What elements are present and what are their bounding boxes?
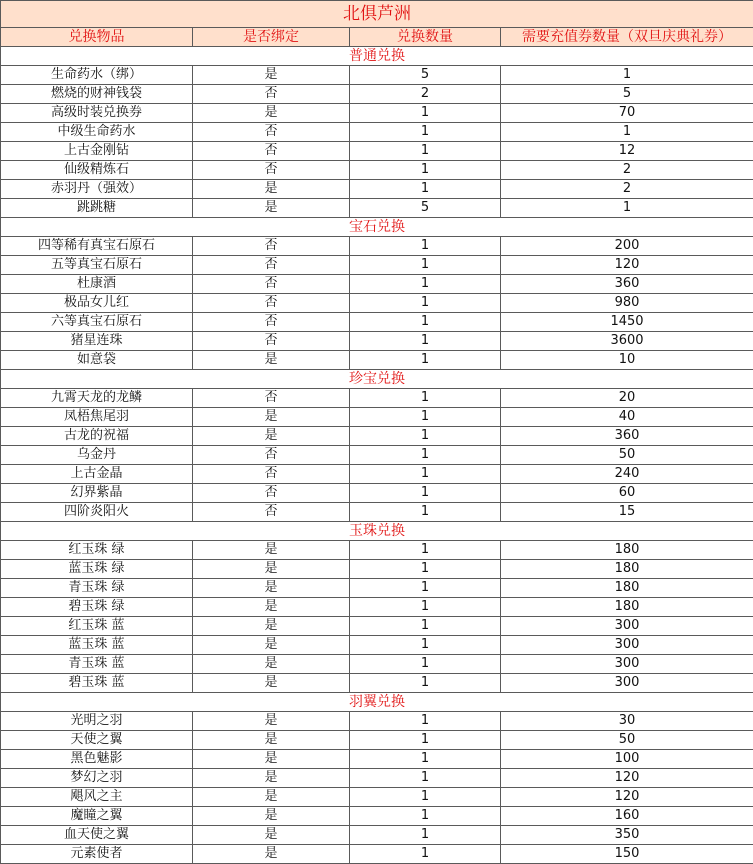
- table-row: [1, 389, 753, 408]
- quantity-cell: 1: [350, 598, 501, 617]
- item-name-cell: 碧玉珠 绿: [1, 598, 193, 617]
- item-name-cell: 中级生命药水: [1, 123, 193, 142]
- section-title: 羽翼兑换: [1, 693, 753, 712]
- table-row: [1, 351, 753, 370]
- item-name-cell: 凤梧焦尾羽: [1, 408, 193, 427]
- table-row: [1, 655, 753, 674]
- quantity-cell: 1: [350, 180, 501, 199]
- item-name-cell: 生命药水（绑）: [1, 66, 193, 85]
- voucher-cell: 300: [501, 636, 753, 655]
- quantity-cell: 1: [350, 237, 501, 256]
- bound-cell: 是: [193, 427, 350, 446]
- table-row: [1, 66, 753, 85]
- item-name-cell: 乌金丹: [1, 446, 193, 465]
- bound-cell: 是: [193, 788, 350, 807]
- quantity-cell: 1: [350, 446, 501, 465]
- table-row: [1, 199, 753, 218]
- header-row: [1, 28, 753, 47]
- bound-cell: 是: [193, 655, 350, 674]
- header-vouchers: 需要充值券数量（双旦庆典礼券）: [501, 28, 753, 47]
- voucher-cell: 100: [501, 750, 753, 769]
- voucher-cell: 360: [501, 427, 753, 446]
- header-quantity: 兑换数量: [350, 28, 501, 47]
- voucher-cell: 120: [501, 256, 753, 275]
- voucher-cell: 150: [501, 845, 753, 864]
- item-name-cell: 如意袋: [1, 351, 193, 370]
- voucher-cell: 180: [501, 579, 753, 598]
- voucher-cell: 50: [501, 731, 753, 750]
- quantity-cell: 1: [350, 579, 501, 598]
- quantity-cell: 1: [350, 465, 501, 484]
- item-name-cell: 光明之羽: [1, 712, 193, 731]
- table-row: [1, 674, 753, 693]
- bound-cell: 是: [193, 769, 350, 788]
- bound-cell: 否: [193, 484, 350, 503]
- bound-cell: 是: [193, 674, 350, 693]
- quantity-cell: 1: [350, 750, 501, 769]
- quantity-cell: 1: [350, 104, 501, 123]
- quantity-cell: 1: [350, 256, 501, 275]
- table-row: [1, 332, 753, 351]
- table-row: [1, 712, 753, 731]
- table-row: [1, 104, 753, 123]
- voucher-cell: 30: [501, 712, 753, 731]
- item-name-cell: 红玉珠 蓝: [1, 617, 193, 636]
- quantity-cell: 1: [350, 636, 501, 655]
- section-row: [1, 693, 753, 712]
- quantity-cell: 1: [350, 408, 501, 427]
- bound-cell: 否: [193, 275, 350, 294]
- table-row: [1, 161, 753, 180]
- table-row: [1, 85, 753, 104]
- section-title: 玉珠兑换: [1, 522, 753, 541]
- bound-cell: 是: [193, 598, 350, 617]
- item-name-cell: 上古金刚钻: [1, 142, 193, 161]
- voucher-cell: 70: [501, 104, 753, 123]
- section-row: [1, 47, 753, 66]
- bound-cell: 否: [193, 161, 350, 180]
- bound-cell: 是: [193, 180, 350, 199]
- quantity-cell: 1: [350, 123, 501, 142]
- quantity-cell: 1: [350, 712, 501, 731]
- item-name-cell: 血天使之翼: [1, 826, 193, 845]
- bound-cell: 是: [193, 66, 350, 85]
- bound-cell: 是: [193, 351, 350, 370]
- voucher-cell: 240: [501, 465, 753, 484]
- bound-cell: 是: [193, 712, 350, 731]
- bound-cell: 是: [193, 579, 350, 598]
- voucher-cell: 350: [501, 826, 753, 845]
- quantity-cell: 1: [350, 332, 501, 351]
- quantity-cell: 1: [350, 617, 501, 636]
- table-row: [1, 275, 753, 294]
- voucher-cell: 120: [501, 788, 753, 807]
- voucher-cell: 360: [501, 275, 753, 294]
- table-row: [1, 826, 753, 845]
- page-title: 北俱芦洲: [1, 1, 753, 28]
- header-bound: 是否绑定: [193, 28, 350, 47]
- voucher-cell: 15: [501, 503, 753, 522]
- voucher-cell: 180: [501, 560, 753, 579]
- item-name-cell: 跳跳糖: [1, 199, 193, 218]
- section-title: 珍宝兑换: [1, 370, 753, 389]
- quantity-cell: 1: [350, 845, 501, 864]
- bound-cell: 否: [193, 465, 350, 484]
- bound-cell: 否: [193, 142, 350, 161]
- table-row: [1, 807, 753, 826]
- quantity-cell: 1: [350, 484, 501, 503]
- quantity-cell: 1: [350, 826, 501, 845]
- table-row: [1, 617, 753, 636]
- quantity-cell: 1: [350, 541, 501, 560]
- quantity-cell: 1: [350, 294, 501, 313]
- bound-cell: 是: [193, 750, 350, 769]
- quantity-cell: 1: [350, 503, 501, 522]
- bound-cell: 否: [193, 123, 350, 142]
- table-row: [1, 560, 753, 579]
- item-name-cell: 天使之翼: [1, 731, 193, 750]
- quantity-cell: 1: [350, 674, 501, 693]
- bound-cell: 否: [193, 237, 350, 256]
- quantity-cell: 1: [350, 769, 501, 788]
- quantity-cell: 1: [350, 807, 501, 826]
- bound-cell: 否: [193, 503, 350, 522]
- quantity-cell: 5: [350, 66, 501, 85]
- table-row: [1, 598, 753, 617]
- item-name-cell: 古龙的祝福: [1, 427, 193, 446]
- quantity-cell: 1: [350, 313, 501, 332]
- voucher-cell: 40: [501, 408, 753, 427]
- voucher-cell: 1450: [501, 313, 753, 332]
- quantity-cell: 1: [350, 731, 501, 750]
- voucher-cell: 50: [501, 446, 753, 465]
- section-row: [1, 370, 753, 389]
- bound-cell: 是: [193, 617, 350, 636]
- item-name-cell: 猪星连珠: [1, 332, 193, 351]
- voucher-cell: 120: [501, 769, 753, 788]
- table-row: [1, 237, 753, 256]
- table-row: [1, 788, 753, 807]
- table-row: [1, 769, 753, 788]
- bound-cell: 否: [193, 85, 350, 104]
- voucher-cell: 1: [501, 123, 753, 142]
- voucher-cell: 12: [501, 142, 753, 161]
- voucher-cell: 200: [501, 237, 753, 256]
- table-row: [1, 123, 753, 142]
- table-row: [1, 256, 753, 275]
- table-row: [1, 541, 753, 560]
- table-row: [1, 579, 753, 598]
- table-row: [1, 503, 753, 522]
- item-name-cell: 飓风之主: [1, 788, 193, 807]
- table-row: [1, 446, 753, 465]
- quantity-cell: 1: [350, 142, 501, 161]
- table-row: [1, 427, 753, 446]
- item-name-cell: 碧玉珠 蓝: [1, 674, 193, 693]
- item-name-cell: 红玉珠 绿: [1, 541, 193, 560]
- section-title: 普通兑换: [1, 47, 753, 66]
- voucher-cell: 180: [501, 598, 753, 617]
- voucher-cell: 980: [501, 294, 753, 313]
- bound-cell: 是: [193, 826, 350, 845]
- voucher-cell: 300: [501, 617, 753, 636]
- voucher-cell: 300: [501, 655, 753, 674]
- table-row: [1, 731, 753, 750]
- item-name-cell: 元素使者: [1, 845, 193, 864]
- voucher-cell: 1: [501, 66, 753, 85]
- item-name-cell: 蓝玉珠 蓝: [1, 636, 193, 655]
- bound-cell: 是: [193, 807, 350, 826]
- quantity-cell: 1: [350, 788, 501, 807]
- table-row: [1, 484, 753, 503]
- quantity-cell: 1: [350, 655, 501, 674]
- table-row: [1, 465, 753, 484]
- bound-cell: 否: [193, 256, 350, 275]
- item-name-cell: 黑色魅影: [1, 750, 193, 769]
- quantity-cell: 1: [350, 161, 501, 180]
- table-row: [1, 142, 753, 161]
- voucher-cell: 1: [501, 199, 753, 218]
- quantity-cell: 1: [350, 427, 501, 446]
- item-name-cell: 上古金晶: [1, 465, 193, 484]
- voucher-cell: 2: [501, 161, 753, 180]
- bound-cell: 是: [193, 104, 350, 123]
- voucher-cell: 2: [501, 180, 753, 199]
- voucher-cell: 10: [501, 351, 753, 370]
- quantity-cell: 1: [350, 351, 501, 370]
- bound-cell: 否: [193, 294, 350, 313]
- bound-cell: 是: [193, 408, 350, 427]
- item-name-cell: 幻界紫晶: [1, 484, 193, 503]
- item-name-cell: 青玉珠 绿: [1, 579, 193, 598]
- section-row: [1, 218, 753, 237]
- bound-cell: 是: [193, 541, 350, 560]
- voucher-cell: 160: [501, 807, 753, 826]
- item-name-cell: 杜康酒: [1, 275, 193, 294]
- table-row: [1, 180, 753, 199]
- voucher-cell: 180: [501, 541, 753, 560]
- item-name-cell: 高级时装兑换券: [1, 104, 193, 123]
- bound-cell: 是: [193, 845, 350, 864]
- header-item: 兑换物品: [1, 28, 193, 47]
- section-row: [1, 522, 753, 541]
- voucher-cell: 300: [501, 674, 753, 693]
- voucher-cell: 3600: [501, 332, 753, 351]
- bound-cell: 否: [193, 446, 350, 465]
- bound-cell: 是: [193, 199, 350, 218]
- item-name-cell: 蓝玉珠 绿: [1, 560, 193, 579]
- bound-cell: 是: [193, 731, 350, 750]
- voucher-cell: 20: [501, 389, 753, 408]
- table-row: [1, 294, 753, 313]
- item-name-cell: 九霄天龙的龙鳞: [1, 389, 193, 408]
- item-name-cell: 赤羽丹（强效）: [1, 180, 193, 199]
- item-name-cell: 青玉珠 蓝: [1, 655, 193, 674]
- quantity-cell: 1: [350, 275, 501, 294]
- item-name-cell: 四等稀有真宝石原石: [1, 237, 193, 256]
- quantity-cell: 1: [350, 560, 501, 579]
- bound-cell: 是: [193, 636, 350, 655]
- item-name-cell: 魔瞳之翼: [1, 807, 193, 826]
- item-name-cell: 六等真宝石原石: [1, 313, 193, 332]
- quantity-cell: 1: [350, 389, 501, 408]
- title-row: [1, 1, 753, 28]
- quantity-cell: 5: [350, 199, 501, 218]
- quantity-cell: 2: [350, 85, 501, 104]
- item-name-cell: 仙级精炼石: [1, 161, 193, 180]
- voucher-cell: 60: [501, 484, 753, 503]
- item-name-cell: 燃烧的财神钱袋: [1, 85, 193, 104]
- table-row: [1, 313, 753, 332]
- bound-cell: 否: [193, 389, 350, 408]
- bound-cell: 否: [193, 332, 350, 351]
- item-name-cell: 极品女儿红: [1, 294, 193, 313]
- item-name-cell: 五等真宝石原石: [1, 256, 193, 275]
- bound-cell: 否: [193, 313, 350, 332]
- table-row: [1, 636, 753, 655]
- item-name-cell: 四阶炎阳火: [1, 503, 193, 522]
- section-title: 宝石兑换: [1, 218, 753, 237]
- table-row: [1, 408, 753, 427]
- table-row: [1, 750, 753, 769]
- voucher-cell: 5: [501, 85, 753, 104]
- item-name-cell: 梦幻之羽: [1, 769, 193, 788]
- bound-cell: 是: [193, 560, 350, 579]
